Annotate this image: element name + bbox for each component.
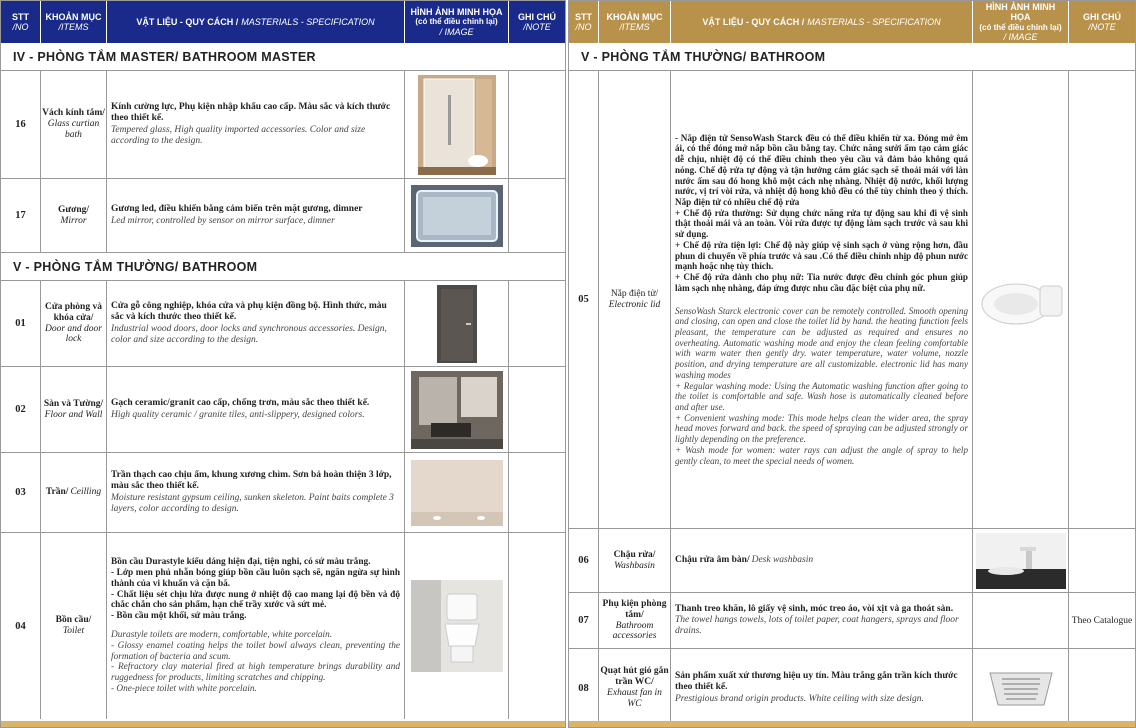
row-spec <box>671 593 973 648</box>
header-items-en: /ITEMS <box>619 22 650 32</box>
row-note <box>1069 649 1135 727</box>
item-en: Electronic lid <box>608 299 661 310</box>
item-en: Mirror <box>60 215 87 226</box>
spec-en: The towel hangs towels, lots of toilet paper, coat hangers, sprays and floor drains. <box>675 614 959 637</box>
bottom-strip <box>1 721 565 727</box>
row-no: 17 <box>1 179 41 252</box>
table-row <box>1 281 565 367</box>
row-note <box>1069 71 1135 528</box>
header-image-vi: HÌNH ẢNH MINH HỌA <box>985 1 1056 23</box>
spec-en: Industrial wood doors, door locks and synchronous accessories. Design, color and size according to the design. <box>111 323 387 345</box>
header-note-en: /NOTE <box>523 22 551 32</box>
table-header <box>1 1 565 43</box>
item-vi: Gương/ <box>57 204 90 215</box>
item-en: Toilet <box>62 626 85 636</box>
row-item <box>41 453 107 532</box>
header-spec-en: MASTERIALS - SPECIFICATION <box>807 16 941 27</box>
table-row <box>1 367 565 453</box>
door-image <box>437 285 477 363</box>
ceiling-image <box>411 460 503 526</box>
header-no-vi: STT <box>575 11 592 22</box>
row-image <box>405 453 509 532</box>
row-note <box>509 533 565 719</box>
row-no: 04 <box>1 533 41 719</box>
header-items <box>41 1 107 43</box>
row-image <box>405 533 509 719</box>
row-no: 16 <box>1 71 41 178</box>
spec-vi: Thanh treo khăn, lô giấy vệ sinh, móc treo áo, vòi xịt và ga thoát sàn. <box>675 603 954 614</box>
item-en: Exhaust fan in WC <box>607 688 662 709</box>
header-items <box>599 1 671 43</box>
header-spec <box>671 1 973 43</box>
row-item <box>41 71 107 178</box>
spec-vi: Kính cường lực, Phụ kiện nhập khẩu cao cấp. Màu sắc và kích thước theo thiết kế. <box>111 102 391 124</box>
header-image-en: / IMAGE <box>1003 31 1038 42</box>
item-vi: Quạt hút gió gắn trần WC/ <box>600 666 669 688</box>
spec-vi: Sản phẩm xuất xứ thương hiệu uy tín. Màu trắng gắn trần kích thước theo thiết kế. <box>675 671 958 693</box>
led-mirror-image <box>411 185 503 247</box>
row-note <box>509 71 565 178</box>
header-no <box>1 1 41 43</box>
table-row <box>569 593 1135 649</box>
row-spec <box>671 649 973 727</box>
spec-vi: Cửa gỗ công nghiệp, khóa cửa và phụ kiện đồng bộ. Hình thức, màu sắc và kích thước theo thiết kế. <box>111 301 387 323</box>
header-image-en: / IMAGE <box>439 26 474 37</box>
row-item <box>41 533 107 719</box>
row-item <box>41 179 107 252</box>
row-image <box>405 281 509 366</box>
header-spec-vi: VẬT LIỆU - QUY CÁCH / <box>136 16 239 27</box>
item-en: Ceilling <box>70 487 102 498</box>
row-note: Theo Catalogue <box>1071 615 1133 626</box>
header-no-en: /NO <box>12 22 29 32</box>
row-note <box>509 179 565 252</box>
row-spec <box>671 529 973 592</box>
item-vi: Nắp điện tử/ <box>610 288 659 299</box>
item-en: Door and door lock <box>44 323 102 345</box>
table-row <box>1 453 565 533</box>
header-spec <box>107 1 405 43</box>
item-en: Glass curtian bath <box>47 119 100 140</box>
row-spec <box>107 367 405 452</box>
spec-en: SensoWash Starck electronic cover can be remotely controlled. Smooth opening and closing, can open and close the toilet lid by hand. the heating function feels pleasant, the temperature can be adjusted as required and ensures no overheating. Automatic washing mode and enjoy the clean feeling comfortable with warm water then gently dry. water temperature, water volume, nozzle position, and drying temperature are all customizable. electronic lid has many washing modes + Regular washing mode: Using the Automatic washing function after going to the toilet is comfortable and safe. Wash hose is automatically cleaned before and after use. + Convenient washing mode: This mode helps clean the wider area, the spray head moves forward and back. the speed of spraying can be adjusted strongly or lightly depending on the preference. + Wash mode for women: water rays can adjust the angle of spray to help gently clean, to meet the special needs of women. <box>675 305 968 466</box>
item-vi: Cửa phòng và khóa cửa/ <box>45 301 102 323</box>
header-items-vi: KHOẢN MỤC <box>606 11 663 22</box>
item-vi: Sàn và Tường/ <box>43 398 104 409</box>
row-spec <box>107 453 405 532</box>
row-spec <box>671 71 973 528</box>
row-item <box>599 593 671 648</box>
table-row <box>569 529 1135 593</box>
spec-en: High quality ceramic / granite tiles, anti-slippery, designed colors. <box>111 409 365 420</box>
row-spec <box>107 281 405 366</box>
table-header <box>569 1 1135 43</box>
row-spec <box>107 71 405 178</box>
header-no <box>569 1 599 43</box>
header-image <box>405 1 509 43</box>
header-no-en: /NO <box>575 22 592 32</box>
row-image <box>973 649 1069 727</box>
washbasin-image <box>976 533 1066 589</box>
row-no: 03 <box>1 453 41 532</box>
item-vi: Vách kính tắm/ <box>42 108 105 119</box>
section-title: IV - PHÒNG TẮM MASTER/ BATHROOM MASTER <box>1 43 565 71</box>
section-title: V - PHÒNG TẮM THƯỜNG/ BATHROOM <box>569 43 1135 71</box>
table-row <box>569 649 1135 727</box>
row-no: 06 <box>569 529 599 592</box>
row-item <box>41 281 107 366</box>
item-vi: Trần/ <box>45 487 69 498</box>
row-no: 02 <box>1 367 41 452</box>
row-image <box>973 593 1069 648</box>
section-title: V - PHÒNG TẮM THƯỜNG/ BATHROOM <box>1 253 565 281</box>
row-item <box>599 649 671 727</box>
row-no: 05 <box>569 71 599 528</box>
bathroom-tiles-image <box>411 371 503 449</box>
exhaust-fan-image <box>986 665 1056 711</box>
row-no: 08 <box>569 649 599 727</box>
row-note <box>509 281 565 366</box>
item-en: Washbasin <box>614 560 655 571</box>
table-row <box>1 179 565 253</box>
spec-en: Prestigious brand origin products. White ceiling with size design. <box>675 693 924 704</box>
header-note-en: /NOTE <box>1088 22 1116 32</box>
header-items-vi: KHOẢN MỤC <box>45 11 102 22</box>
header-note <box>509 1 565 43</box>
spec-vi: Gạch ceramic/granit cao cấp, chống trơn, màu sắc theo thiết kế. <box>111 398 370 409</box>
spec-vi: Bồn cầu Durastyle kiểu dáng hiện đại, tiện nghi, có sứ màu trắng. - Lớp men phủ nhẵn bóng giúp bồn cầu luôn sạch sẽ, ngăn ngừa sự hình thành của vi khuẩn và cặn bã. - Chất liệu sét chịu lửa được nung ở nhiệt độ cao mang lại độ bền và độ chắc chắn cho sản phẩm, hạn chế trầy xước và sứt mẻ. - Bồn cầu một khối, sứ màu trắng. <box>111 557 400 622</box>
spec-vi: Chậu rửa âm bàn/ <box>675 554 750 565</box>
row-note <box>509 367 565 452</box>
spec-en: Led mirror, controlled by sensor on mirror surface, dimner <box>111 215 335 226</box>
spec-en: Desk washbasin <box>751 554 814 565</box>
header-image-sub: (có thể điều chỉnh lại) <box>979 22 1062 32</box>
header-note <box>1069 1 1135 43</box>
header-items-en: /ITEMS <box>58 22 89 32</box>
row-image <box>405 71 509 178</box>
row-spec <box>107 533 405 719</box>
row-image <box>973 71 1069 528</box>
row-spec <box>107 179 405 252</box>
left-table <box>0 0 566 728</box>
item-vi: Bồn cầu/ <box>55 615 92 626</box>
item-vi: Chậu rửa/ <box>613 549 656 560</box>
header-spec-en: MASTERIALS - SPECIFICATION <box>241 16 375 27</box>
header-image <box>973 1 1069 43</box>
row-no: 07 <box>569 593 599 648</box>
header-note-vi: GHI CHÚ <box>1083 11 1121 22</box>
bottom-strip <box>569 721 1135 727</box>
glass-shower-image <box>418 75 496 175</box>
table-row <box>1 533 565 719</box>
electronic-lid-image <box>978 270 1064 330</box>
row-note <box>509 453 565 532</box>
item-vi: Phụ kiện phòng tắm/ <box>602 598 667 620</box>
spec-en: Durastyle toilets are modern, comfortable, white porcelain. - Glossy enamel coating helps the toilet bowl always clean, preventing the formation of bacteria and scum. - Refractory clay material fired at high temperature brings durability and ruggedness for products, limiting scratches and chipping. - One-piece toilet with white porcelain. <box>111 630 400 694</box>
header-image-vi: HÌNH ẢNH MINH HỌA <box>410 7 503 18</box>
row-item <box>599 529 671 592</box>
header-note-vi: GHI CHÚ <box>518 11 556 22</box>
row-item <box>41 367 107 452</box>
table-row <box>569 71 1135 529</box>
row-image <box>405 367 509 452</box>
row-item <box>599 71 671 528</box>
row-no: 01 <box>1 281 41 366</box>
item-en: Floor and Wall <box>44 409 103 420</box>
header-spec-vi: VẬT LIỆU - QUY CÁCH / <box>702 16 805 27</box>
spec-en: Tempered glass, High quality imported accessories. Color and size according to the design. <box>111 124 366 146</box>
spec-vi: Trần thạch cao chịu ẩm, khung xương chìm. Sơn bả hoàn thiện 3 lớp, màu sắc theo thiết kế. <box>111 470 392 492</box>
row-image <box>973 529 1069 592</box>
toilet-image <box>411 580 503 672</box>
spec-en: Moisture resistant gypsum ceiling, sunken skeleton. Paint baits complete 3 layers, color according to design. <box>111 492 394 514</box>
header-image-sub: (có thể điều chỉnh lại) <box>415 17 498 27</box>
row-note <box>1069 529 1135 592</box>
spec-vi: - Nắp điện tử SensoWash Starck đều có thể điều khiển từ xa. Đóng mở êm ái, có thể đóng mở nắp bồn cầu bằng tay. Chức năng sưởi ấm tạo cảm giác dễ chịu, nhiệt độ có thể điều chỉnh theo yêu cầu và đảm bảo không quá nóng. Chế độ rửa tự động và tận hưởng cảm giác sạch sẽ thoải mái với làn nước ấm sau đó hong khô một cách nhẹ nhàng. Nhiệt độ nước, khối lượng nước, vị trí vòi rửa, và nhiệt độ hong khô đều có thể tùy chỉnh theo ý thích. Nắp điện tử có nhiều chế độ rửa + Chế độ rửa thường: Sử dụng chức năng rửa tự động sau khi đi vệ sinh thật thoải mái và an toàn. Vòi rửa được tự động làm sạch trước và sau khi sử dụng. + Chế độ rửa tiện lợi: Chế độ này giúp vệ sinh sạch ở vùng rộng hơn, đầu phun di chuyển về phía trước và sau .Có thể điều chỉnh nhịp độ phun nước mạnh hoặc nhẹ tùy thích. + Chế độ rửa dành cho phụ nữ: Tia nước được đều chỉnh góc phun giúp làm sạch nhẹ nhàng, đáp ứng được nhu cầu đặc biệt của phụ nữ. <box>675 132 968 293</box>
row-image <box>405 179 509 252</box>
item-en: Bathroom accessories <box>612 620 657 642</box>
right-table <box>568 0 1136 728</box>
header-no-vi: STT <box>12 11 29 22</box>
table-row <box>1 71 565 179</box>
spec-vi: Gương led, điều khiển bằng cảm biến trên mặt gương, dimner <box>111 204 363 215</box>
